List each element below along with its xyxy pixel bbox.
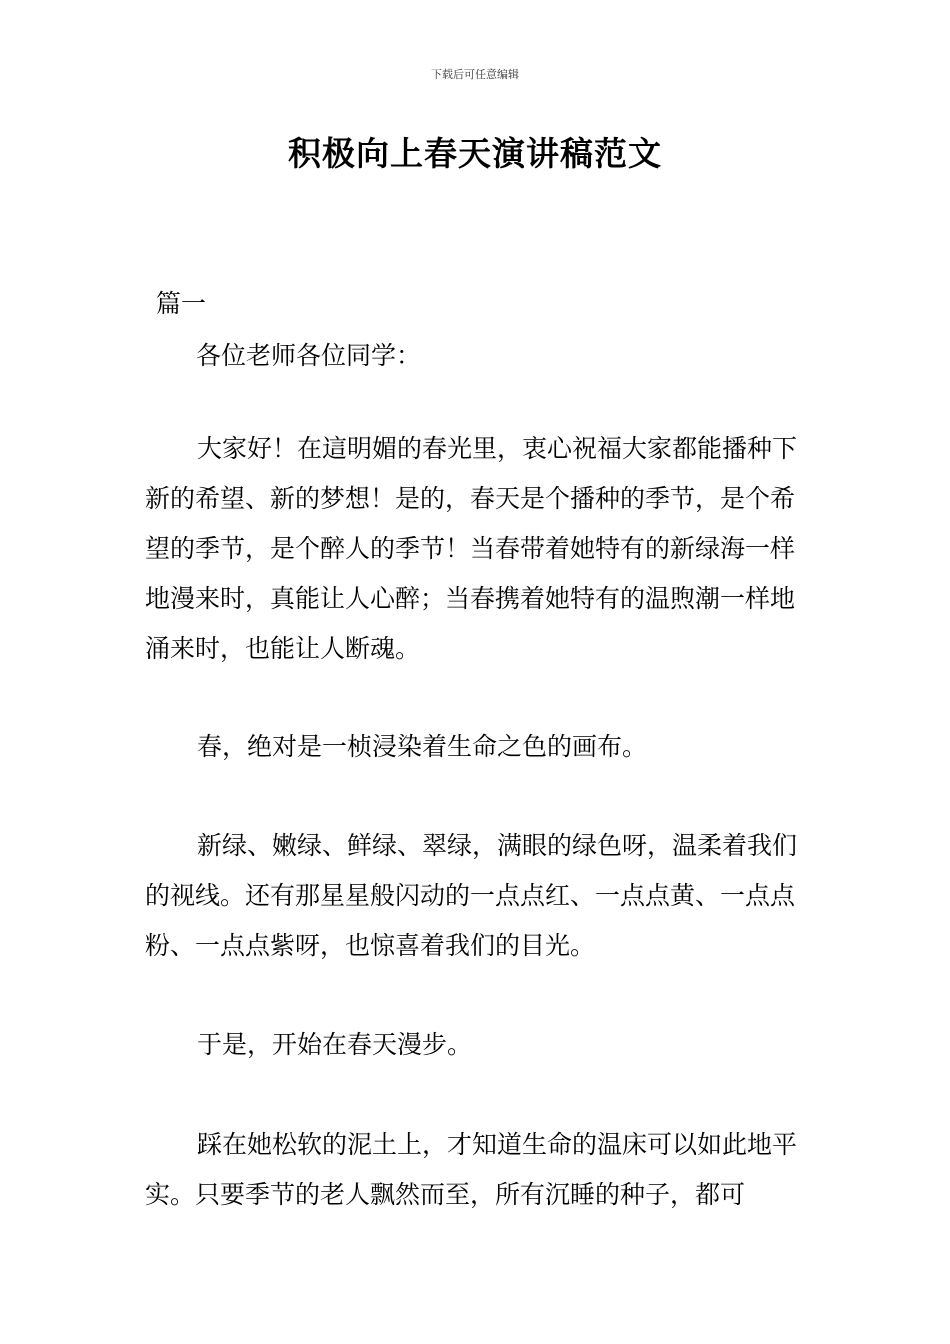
paragraph: 春，绝对是一桢浸染着生命之色的画布。 xyxy=(197,732,648,761)
paragraph: 于是，开始在春天漫步。 xyxy=(197,1030,473,1059)
header-note: 下载后可任意编辑 xyxy=(431,68,519,81)
document-title: 积极向上春天演讲稿范文 xyxy=(288,134,662,173)
paragraph: 新绿、嫩绿、鲜绿、翠绿，满眼的绿色呀，温柔着我们的视线。还有那星星般闪动的一点点红、一点点黄、一点点粉、一点点紫呀，也惊喜着我们的目光。 xyxy=(145,831,798,960)
greeting-line: 各位老师各位同学： xyxy=(196,341,422,370)
paragraph: 踩在她松软的泥土上，才知道生命的温床可以如此地平实。只要季节的老人飘然而至，所有沉睡的种子，都可 xyxy=(145,1130,798,1209)
section-label: 篇一 xyxy=(156,289,207,318)
paragraph: 大家好！在這明媚的春光里，衷心祝福大家都能播种下新的希望、新的梦想！是的，春天是个播种的季节，是个希望的季节，是个醉人的季节！当春带着她特有的新绿海一样地漫来时，真能让人心醉；当春携着她特有的温煦潮一样地涌来时，也能让人断魂。 xyxy=(145,434,798,663)
